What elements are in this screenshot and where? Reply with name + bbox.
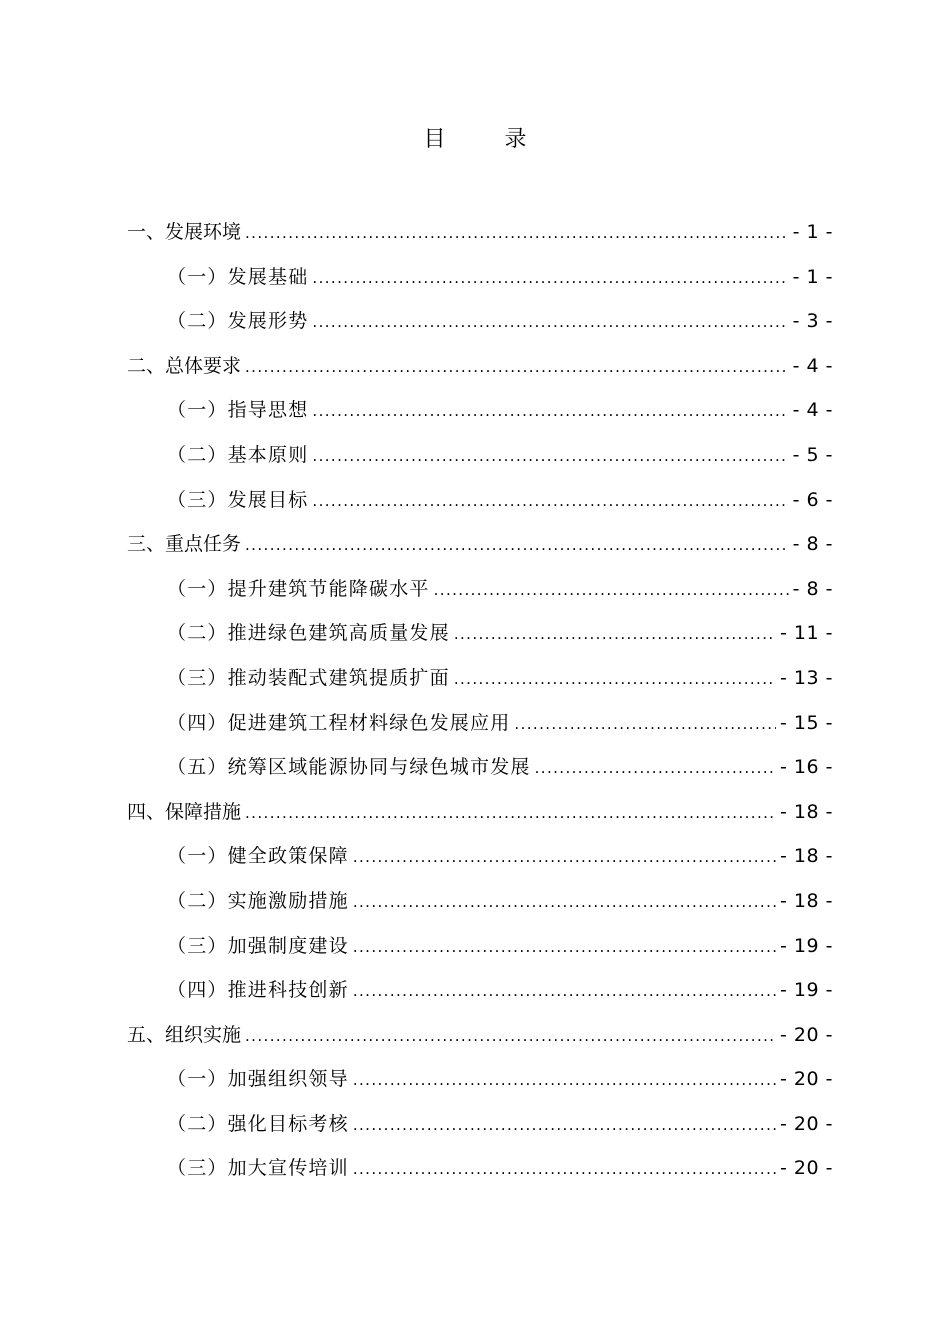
toc-dot-leader bbox=[353, 1151, 776, 1187]
toc-dot-leader bbox=[312, 483, 788, 519]
toc-subsection-entry[interactable] bbox=[127, 1061, 833, 1106]
toc-page-number: - 8 - bbox=[792, 533, 833, 556]
toc-section-entry[interactable] bbox=[127, 794, 833, 839]
toc-dot-leader bbox=[245, 349, 789, 385]
toc-dot-leader bbox=[353, 1062, 776, 1098]
toc-page-number: - 19 - bbox=[780, 979, 833, 1002]
toc-entry-label: （一）健全政策保障 bbox=[167, 845, 349, 868]
toc-page-number: - 6 - bbox=[792, 488, 833, 511]
toc-page-number: - 20 - bbox=[780, 1068, 833, 1091]
toc-dot-leader bbox=[353, 973, 776, 1009]
toc-entry-label: （五）统筹区域能源协同与绿色城市发展 bbox=[167, 756, 531, 779]
toc-dot-leader bbox=[353, 1107, 776, 1143]
toc-dot-leader bbox=[245, 795, 776, 831]
toc-entry-label: 一、发展环境 bbox=[127, 221, 242, 243]
toc-page-number: - 1 - bbox=[792, 265, 833, 288]
toc-subsection-entry[interactable] bbox=[127, 437, 833, 482]
toc-page-number: - 20 - bbox=[780, 1157, 833, 1180]
toc-page-number: - 3 - bbox=[792, 310, 833, 333]
toc-page-number: - 11 - bbox=[780, 622, 833, 645]
table-of-contents bbox=[127, 214, 833, 1195]
toc-dot-leader bbox=[454, 616, 776, 652]
toc-entry-label: 五、组织实施 bbox=[127, 1023, 242, 1046]
toc-page-number: - 5 - bbox=[792, 443, 833, 466]
toc-entry-label: （三）发展目标 bbox=[167, 488, 309, 511]
toc-dot-leader bbox=[454, 661, 776, 697]
toc-entry-label: 二、总体要求 bbox=[127, 354, 242, 377]
toc-page-number: - 16 - bbox=[780, 756, 833, 779]
toc-subsection-entry[interactable] bbox=[127, 928, 833, 973]
toc-subsection-entry[interactable] bbox=[127, 1150, 833, 1195]
toc-entry-label: （二）强化目标考核 bbox=[167, 1112, 349, 1135]
toc-entry-label: （一）指导思想 bbox=[167, 399, 309, 422]
toc-subsection-entry[interactable] bbox=[127, 571, 833, 616]
toc-dot-leader bbox=[353, 884, 776, 920]
toc-subsection-entry[interactable] bbox=[127, 660, 833, 705]
toc-dot-leader bbox=[245, 215, 789, 251]
toc-entry-label: （二）推进绿色建筑高质量发展 bbox=[167, 622, 450, 645]
toc-subsection-entry[interactable] bbox=[127, 838, 833, 883]
toc-entry-label: （一）提升建筑节能降碳水平 bbox=[167, 577, 430, 600]
toc-dot-leader bbox=[514, 706, 776, 742]
toc-dot-leader bbox=[434, 572, 789, 608]
toc-subsection-entry[interactable] bbox=[127, 749, 833, 794]
toc-dot-leader bbox=[353, 929, 776, 965]
toc-page-number: - 20 - bbox=[780, 1023, 833, 1046]
toc-entry-label: （二）实施激励措施 bbox=[167, 889, 349, 912]
toc-page-number: - 1 - bbox=[792, 221, 833, 243]
toc-page-number: - 18 - bbox=[780, 845, 833, 868]
toc-page-number: - 19 - bbox=[780, 934, 833, 957]
toc-page-number: - 15 - bbox=[780, 711, 833, 734]
toc-entry-label: （一）发展基础 bbox=[167, 265, 309, 288]
toc-dot-leader bbox=[312, 260, 788, 296]
toc-entry-label: 四、保障措施 bbox=[127, 800, 242, 823]
toc-subsection-entry[interactable] bbox=[127, 972, 833, 1017]
toc-entry-label: （三）推动装配式建筑提质扩面 bbox=[167, 666, 450, 689]
toc-page-number: - 13 - bbox=[780, 666, 833, 689]
toc-subsection-entry[interactable] bbox=[127, 392, 833, 437]
toc-dot-leader bbox=[245, 1018, 776, 1054]
toc-entry-label: （二）基本原则 bbox=[167, 443, 309, 466]
toc-entry-label: （四）推进科技创新 bbox=[167, 979, 349, 1002]
toc-entry-label: 三、重点任务 bbox=[127, 533, 242, 556]
toc-section-entry[interactable] bbox=[127, 526, 833, 571]
toc-subsection-entry[interactable] bbox=[127, 615, 833, 660]
toc-page-number: - 18 - bbox=[780, 800, 833, 823]
toc-entry-label: （三）加大宣传培训 bbox=[167, 1157, 349, 1180]
toc-page-number: - 4 - bbox=[792, 399, 833, 422]
toc-entry-label: （四）促进建筑工程材料绿色发展应用 bbox=[167, 711, 511, 734]
toc-section-entry[interactable] bbox=[127, 214, 833, 259]
toc-dot-leader bbox=[312, 438, 788, 474]
toc-dot-leader bbox=[312, 304, 788, 340]
toc-subsection-entry[interactable] bbox=[127, 705, 833, 750]
toc-dot-leader bbox=[245, 527, 789, 563]
toc-dot-leader bbox=[353, 839, 776, 875]
toc-subsection-entry[interactable] bbox=[127, 883, 833, 928]
toc-dot-leader bbox=[312, 393, 788, 429]
toc-section-entry[interactable] bbox=[127, 1017, 833, 1062]
toc-entry-label: （二）发展形势 bbox=[167, 310, 309, 333]
page-title: 目 录 bbox=[423, 127, 553, 152]
toc-dot-leader bbox=[535, 750, 776, 786]
toc-subsection-entry[interactable] bbox=[127, 303, 833, 348]
toc-page-number: - 20 - bbox=[780, 1112, 833, 1135]
toc-page-number: - 18 - bbox=[780, 889, 833, 912]
toc-subsection-entry[interactable] bbox=[127, 259, 833, 304]
toc-section-entry[interactable] bbox=[127, 348, 833, 393]
toc-subsection-entry[interactable] bbox=[127, 1106, 833, 1151]
toc-entry-label: （一）加强组织领导 bbox=[167, 1068, 349, 1091]
toc-page-number: - 4 - bbox=[792, 354, 833, 377]
toc-subsection-entry[interactable] bbox=[127, 482, 833, 527]
toc-page-number: - 8 - bbox=[792, 577, 833, 600]
toc-entry-label: （三）加强制度建设 bbox=[167, 934, 349, 957]
